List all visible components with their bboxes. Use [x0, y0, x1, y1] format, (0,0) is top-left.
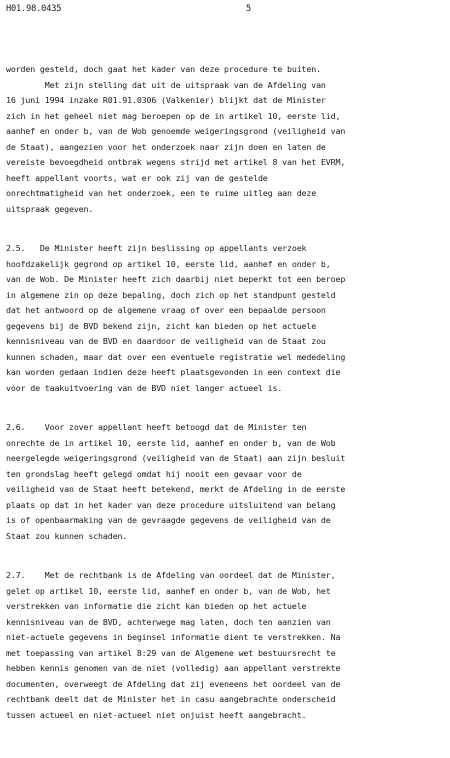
- text-line: gegevens bij de BVD bekend zijn, zicht kan bieden op het actuele: [6, 320, 317, 331]
- text-line: uitspraak gegeven.: [6, 203, 94, 214]
- text-line: onrechtmatigheid van het onderzoek, een te ruime uitleg aan deze: [6, 188, 317, 198]
- document-body: [6, 62, 450, 723]
- text-line: gelet op artikel 10, eerste lid, aanhef en onder b, van de Wob, het: [6, 585, 331, 596]
- text-line: 2.7. Met de rechtbank is de Afdeling van oordeel dat de Minister,: [6, 570, 336, 580]
- text-line: aanhef en onder b, van de Wob genoemde weigeringsgrond (veiligheid van: [6, 126, 346, 136]
- text-line: hoofdzakelijk gegrond op artikel 10, eerste lid, aanhef en onder b,: [6, 258, 331, 269]
- paragraph-gap: [6, 396, 450, 420]
- paragraph-gap: [6, 217, 450, 241]
- text-line: veiligheid van de Staat heeft betekend, merkt de Afdeling in de eerste: [6, 484, 346, 494]
- case-reference: H01.98.0435: [6, 4, 62, 14]
- text-line: kunnen schaden, maar dat over een eventuele registratie wel mededeling: [6, 351, 346, 362]
- text-line: met toepassing van artikel 8:29 van de Algemene wet bestuursrecht te: [6, 647, 336, 658]
- text-line: kennisniveau van de BVD en daardoor de veiligheid van de Staat zou: [6, 336, 326, 346]
- text-line: neergelegde weigeringsgrond (veiligheid van de Staat) aan zijn besluit: [6, 453, 346, 463]
- text-line: is of openbaarmaking van de gevraagde gegevens de veiligheid van de: [6, 515, 331, 525]
- text-line: vereiste bevoegdheid ontbrak wegens strijd met artikel 8 van het EVRM,: [6, 157, 346, 167]
- text-line: documenten, overweegt de Afdeling dat zij eveneens het oordeel van de: [6, 678, 341, 689]
- page-number: 5: [246, 4, 252, 14]
- text-line: de Staat), aangezien voor het onderzoek naar zijn doen en laten de: [6, 141, 326, 152]
- paragraph: [6, 241, 450, 396]
- text-line: kennisniveau van de BVD, achterwege mag laten, doch ten aanzien van: [6, 616, 331, 627]
- text-line: worden gesteld, doch gaat het kader van deze procedure te buiten.: [6, 64, 321, 74]
- text-line: van de Wob. De Minister heeft zich daarbij niet beperkt tot een beroep: [6, 274, 346, 284]
- text-line: kan worden gedaan indien deze heeft plaatsgevonden in een context die: [6, 367, 341, 377]
- text-line: ten grondslag heeft gelegd omdat hij nooit een gevaar voor de: [6, 468, 302, 479]
- text-line: heeft appellant voorts, wat er ook zij van de gestelde: [6, 172, 268, 183]
- text-line: Staat zou kunnen schaden.: [6, 530, 128, 541]
- text-line: 16 juni 1994 inzake R01.91.0306 (Valkenier) blijkt dat de Minister: [6, 95, 326, 105]
- text-line: niet-actuele gegevens in beginsel informatie dient te verstrekken. Na: [6, 632, 341, 642]
- text-line: hebben kennis genomen van de niet (volledig) aan appellant verstrekte: [6, 663, 341, 673]
- text-line: 2.6. Voor zover appellant heeft betoogd dat de Minister ten: [6, 422, 307, 432]
- text-line: verstrekken van informatie die zicht kan bieden op het actuele: [6, 601, 307, 611]
- text-line: Met zijn stelling dat uit de uitspraak van de Afdeling van: [6, 79, 326, 90]
- text-line: zich in het geheel niet mag beroepen op de in artikel 10, eerste lid,: [6, 110, 341, 121]
- text-line: in algemene zin op deze bepaling, doch zich op het standpunt gesteld: [6, 289, 336, 300]
- text-line: voor de taakuitvoering van de BVD niet langer actueel is.: [6, 382, 283, 393]
- paragraph: [6, 62, 450, 217]
- text-line: rechtbank deelt dat de Minister het in casu aangebrachte onderscheid: [6, 694, 336, 704]
- text-line: dat het antwoord op de algemene vraag of over een bepaalde persoon: [6, 305, 326, 315]
- text-line: onrechte de in artikel 10, eerste lid, aanhef en onder b, van de Wob: [6, 437, 336, 448]
- text-line: tussen actueel en niet-actueel niet onjuist heeft aangebracht.: [6, 709, 307, 720]
- text-line: 2.5. De Minister heeft zijn beslissing op appellants verzoek: [6, 243, 307, 253]
- text-line: plaats op dat in het kader van deze procedure uitsluitend van belang: [6, 499, 336, 510]
- paragraph-gap: [6, 544, 450, 568]
- paragraph: [6, 420, 450, 544]
- paragraph: [6, 568, 450, 723]
